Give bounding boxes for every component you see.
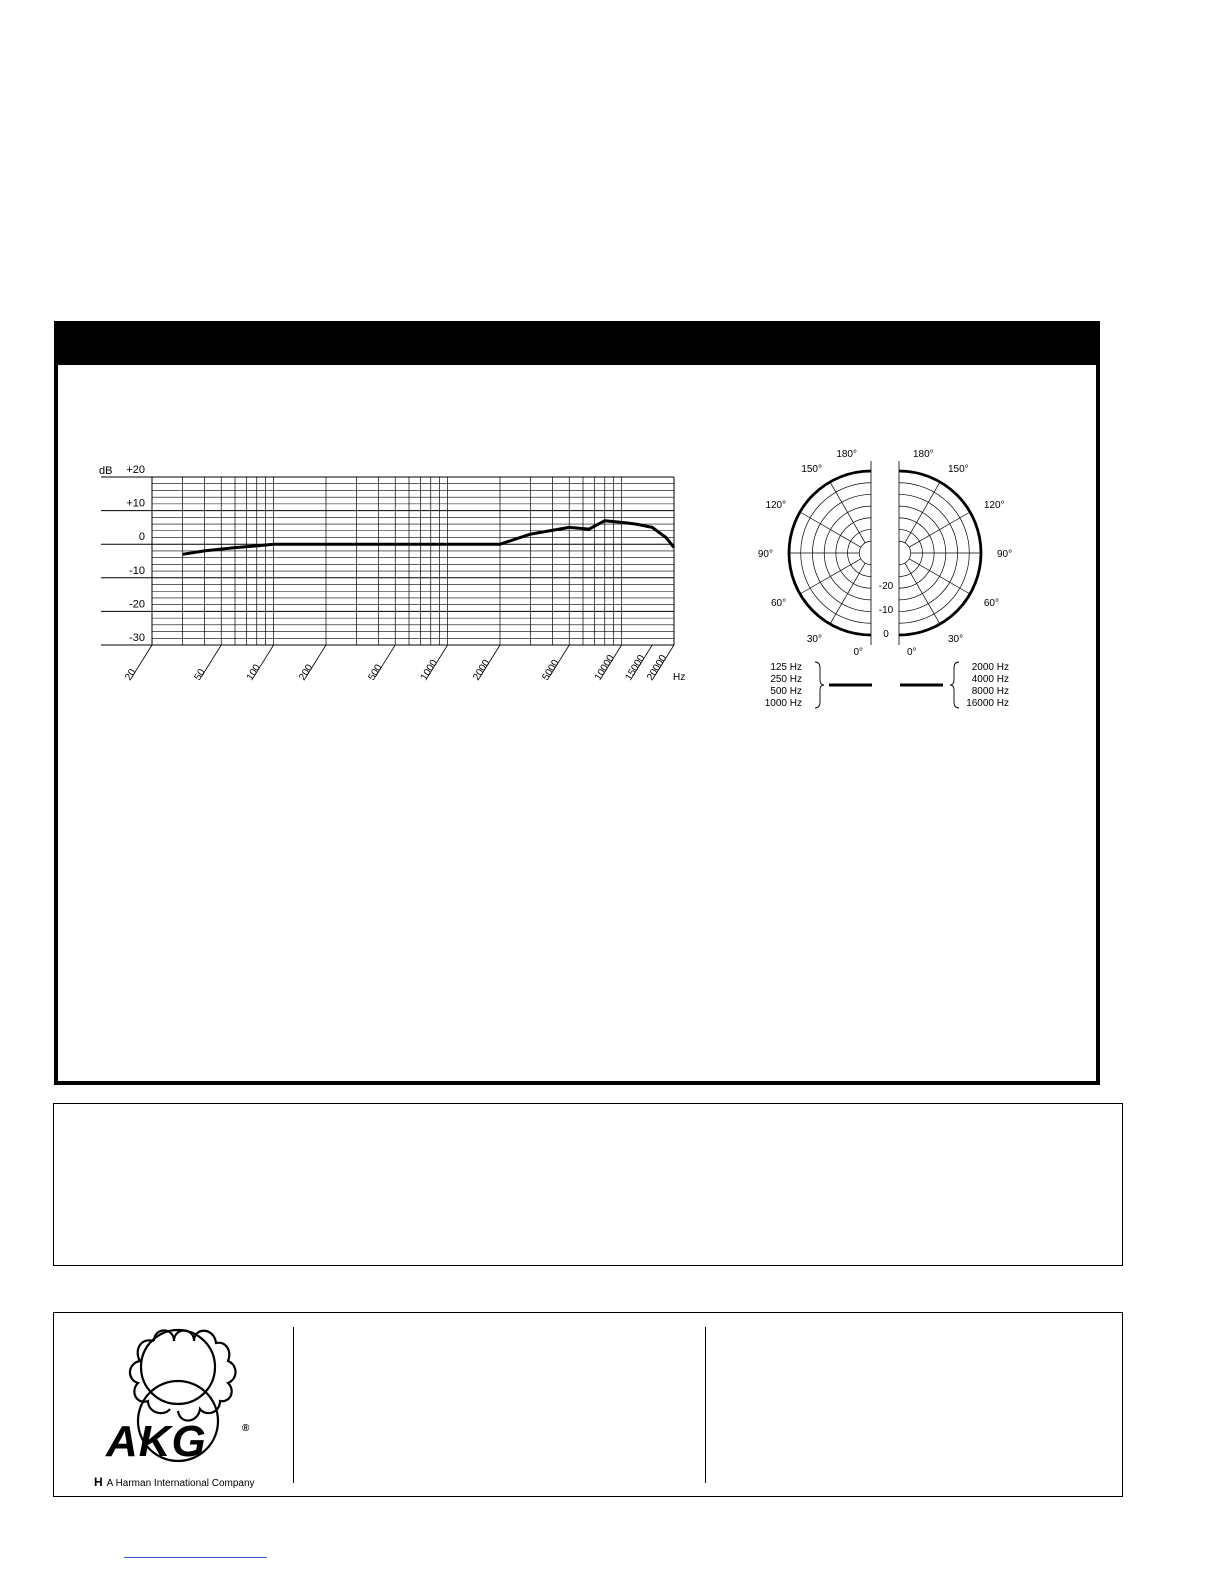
x-tick-label: 5000 bbox=[540, 657, 562, 683]
polar-angle-label: 0° bbox=[853, 647, 863, 658]
polar-angle-label: 180° bbox=[836, 449, 857, 460]
y-tick-label: 0 bbox=[138, 531, 145, 544]
tagline bbox=[94, 1475, 255, 1489]
y-tick-label: +10 bbox=[126, 497, 145, 510]
legend-brace-left bbox=[815, 662, 824, 708]
polar-legend-label: 1000 Hz bbox=[764, 698, 802, 709]
x-tick-label: 1000 bbox=[418, 657, 440, 683]
x-tick-label: 100 bbox=[244, 662, 264, 683]
x-tick-label: 500 bbox=[366, 662, 385, 683]
polar-angle-label: 90° bbox=[997, 549, 1013, 560]
y-tick-label: -20 bbox=[129, 598, 145, 611]
polar-legend bbox=[765, 662, 1009, 709]
y-tick-label: +20 bbox=[126, 464, 145, 476]
harman-logo-icon: H bbox=[94, 1475, 103, 1489]
notes-box bbox=[53, 1103, 1123, 1266]
polar-angle-label: 90° bbox=[757, 549, 773, 560]
polar-ring bbox=[859, 541, 871, 564]
polar-legend-label: 2000 Hz bbox=[971, 662, 1009, 673]
polar-angle-labels bbox=[758, 449, 1012, 658]
polar-pattern-chart bbox=[758, 449, 1012, 709]
polar-half-right bbox=[899, 461, 981, 645]
polar-angle-label: 150° bbox=[801, 464, 822, 476]
polar-level-labels bbox=[879, 581, 894, 640]
polar-level-label: -20 bbox=[878, 581, 894, 592]
polar-spoke bbox=[909, 559, 970, 594]
polar-legend-label: 8000 Hz bbox=[971, 686, 1009, 697]
registered-mark: ® bbox=[242, 1423, 250, 1434]
footer-box bbox=[53, 1312, 1123, 1497]
frequency-response-grid bbox=[101, 477, 674, 645]
tagline-text: A Harman International Company bbox=[106, 1478, 255, 1489]
polar-spoke bbox=[905, 482, 940, 543]
polar-legend-label: 125 Hz bbox=[770, 662, 802, 673]
akg-logo bbox=[94, 1321, 264, 1471]
polar-spoke bbox=[905, 563, 940, 624]
polar-level-label: -10 bbox=[878, 605, 894, 616]
polar-angle-label: 0° bbox=[907, 647, 917, 658]
legend-brace-right bbox=[950, 662, 959, 708]
x-tick-label: 2000 bbox=[471, 657, 493, 683]
x-axis-unit-label: Hz bbox=[673, 672, 686, 683]
frequency-response-chart bbox=[99, 464, 685, 683]
x-axis-tick-labels bbox=[123, 645, 674, 683]
x-tick-label: 50 bbox=[192, 667, 208, 683]
y-tick-label: -10 bbox=[129, 564, 145, 577]
polar-spoke bbox=[830, 563, 865, 624]
polar-spoke bbox=[800, 512, 861, 547]
polar-angle-label: 180° bbox=[913, 449, 934, 460]
x-tick-label: 15000 bbox=[623, 653, 648, 683]
y-tick-label: -30 bbox=[129, 632, 145, 644]
polar-angle-label: 30° bbox=[948, 633, 964, 645]
polar-spoke bbox=[909, 512, 970, 547]
polar-angle-label: 30° bbox=[806, 633, 822, 645]
link-underline[interactable] bbox=[124, 1557, 267, 1558]
polar-legend-label: 16000 Hz bbox=[966, 698, 1009, 709]
footer-divider-right bbox=[705, 1327, 706, 1483]
polar-legend-label: 500 Hz bbox=[770, 686, 802, 697]
y-axis-unit-label: dB bbox=[99, 465, 113, 477]
x-tick-label: 200 bbox=[297, 662, 316, 683]
x-tick-label: 20 bbox=[123, 667, 139, 683]
polar-level-label: 0 bbox=[883, 629, 889, 640]
polar-spoke bbox=[800, 559, 861, 594]
polar-half-left bbox=[789, 461, 871, 645]
polar-angle-label: 120° bbox=[983, 500, 1005, 511]
polar-angle-label: 120° bbox=[765, 500, 787, 511]
polar-legend-label: 250 Hz bbox=[770, 674, 802, 685]
polar-angle-label: 60° bbox=[771, 598, 787, 609]
y-axis-tick-labels bbox=[126, 464, 145, 644]
polar-ring bbox=[899, 541, 911, 564]
x-tick-label: 10000 bbox=[592, 653, 617, 683]
brand-wordmark: AKG bbox=[106, 1417, 207, 1466]
polar-angle-label: 60° bbox=[983, 598, 999, 609]
polar-spoke bbox=[830, 482, 865, 543]
polar-legend-label: 4000 Hz bbox=[971, 674, 1009, 685]
x-tick-label: 20000 bbox=[645, 653, 670, 683]
footer-divider-left bbox=[293, 1327, 294, 1483]
polar-angle-label: 150° bbox=[948, 464, 969, 476]
